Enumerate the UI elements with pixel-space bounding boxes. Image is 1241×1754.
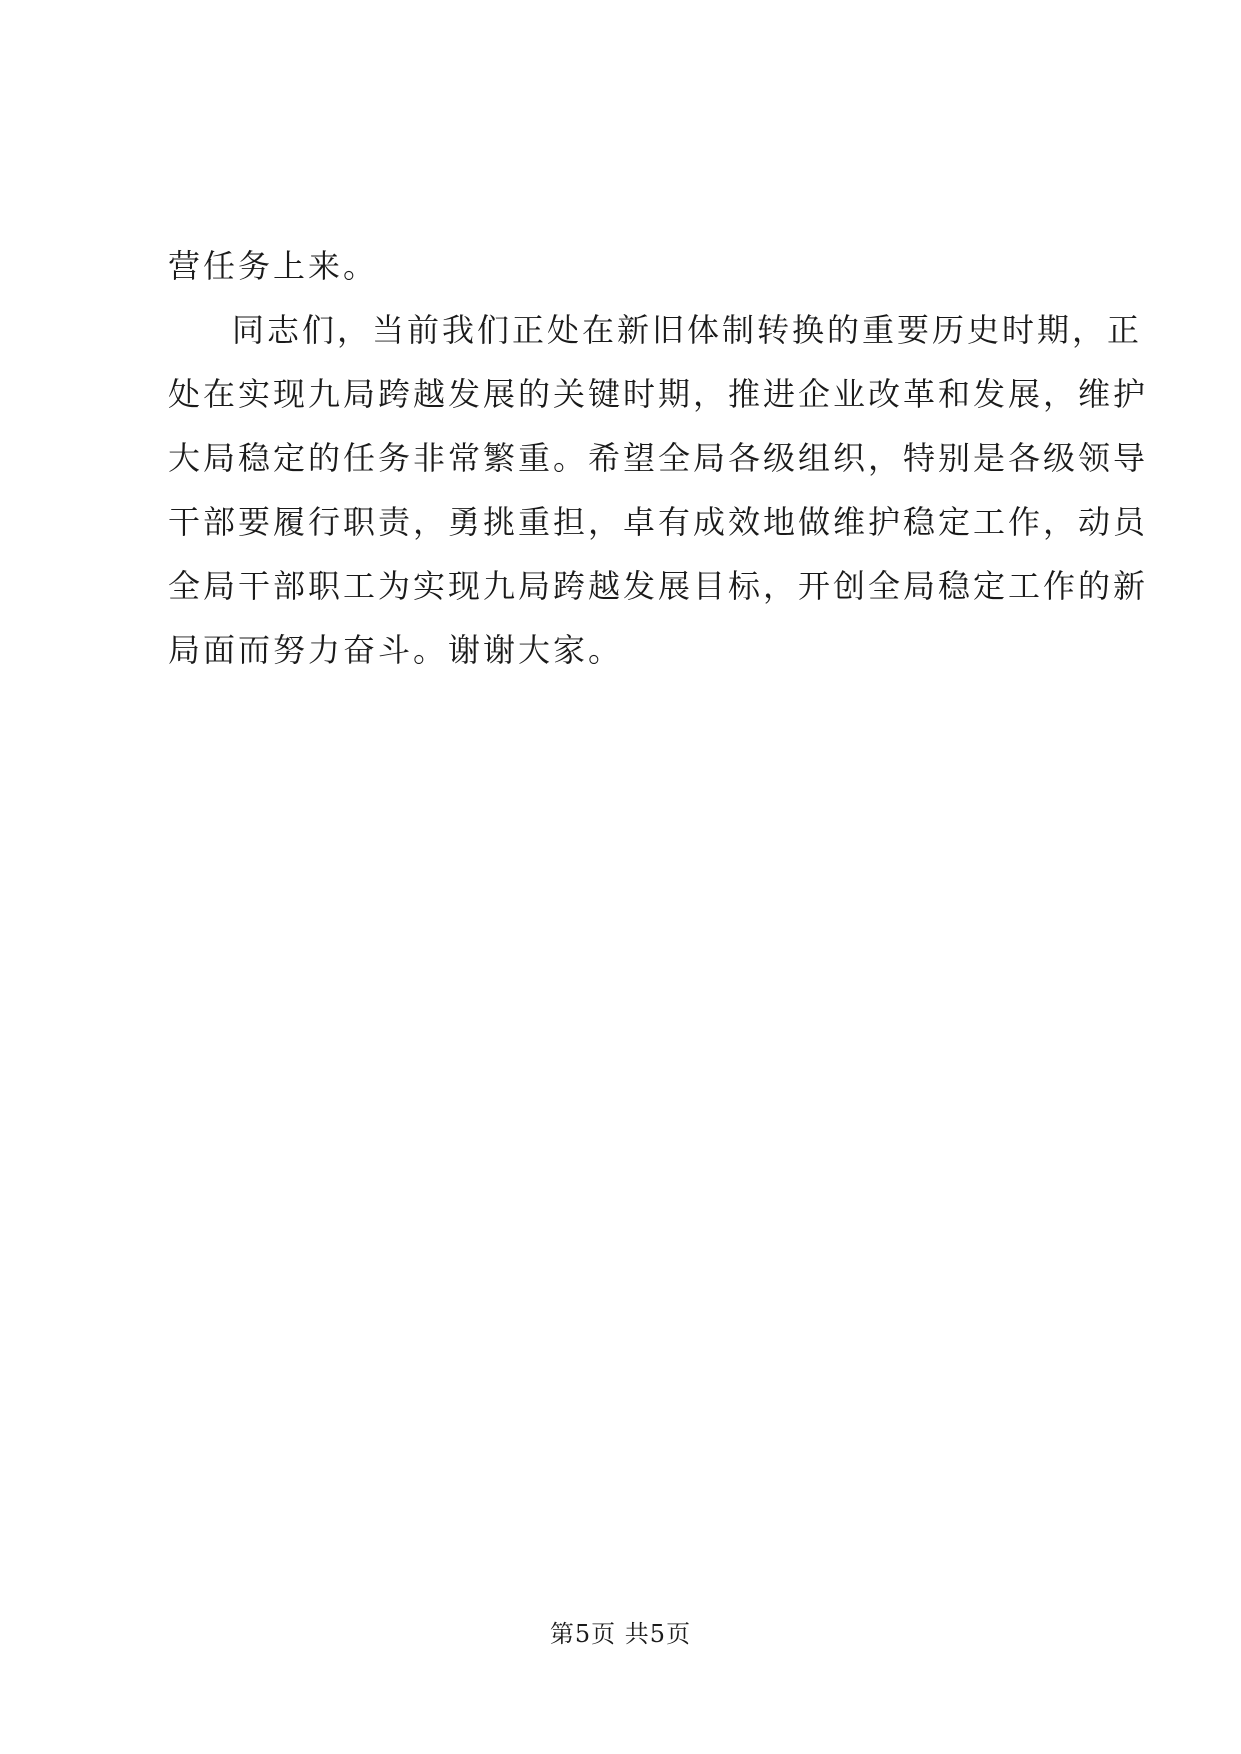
text-line-1: 营任务上来。	[168, 247, 379, 285]
text-line-4: 大局稳定的任务非常繁重。希望全局各级组织，特别是各级领导	[168, 439, 1149, 477]
text-line-5: 干部要履行职责，勇挑重担，卓有成效地做维护稳定工作，动员	[168, 503, 1149, 541]
text-line-2: 同志们，当前我们正处在新旧体制转换的重要历史时期，正	[232, 311, 1143, 349]
page-number: 第5页 共5页	[549, 1620, 692, 1648]
document-body	[168, 234, 1149, 682]
text-line-3: 处在实现九局跨越发展的关键时期，推进企业改革和发展，维护	[168, 375, 1149, 413]
page-footer	[0, 1616, 1241, 1652]
text-line-6: 全局干部职工为实现九局跨越发展目标，开创全局稳定工作的新	[168, 567, 1149, 605]
text-line-7: 局面而努力奋斗。谢谢大家。	[168, 631, 624, 669]
